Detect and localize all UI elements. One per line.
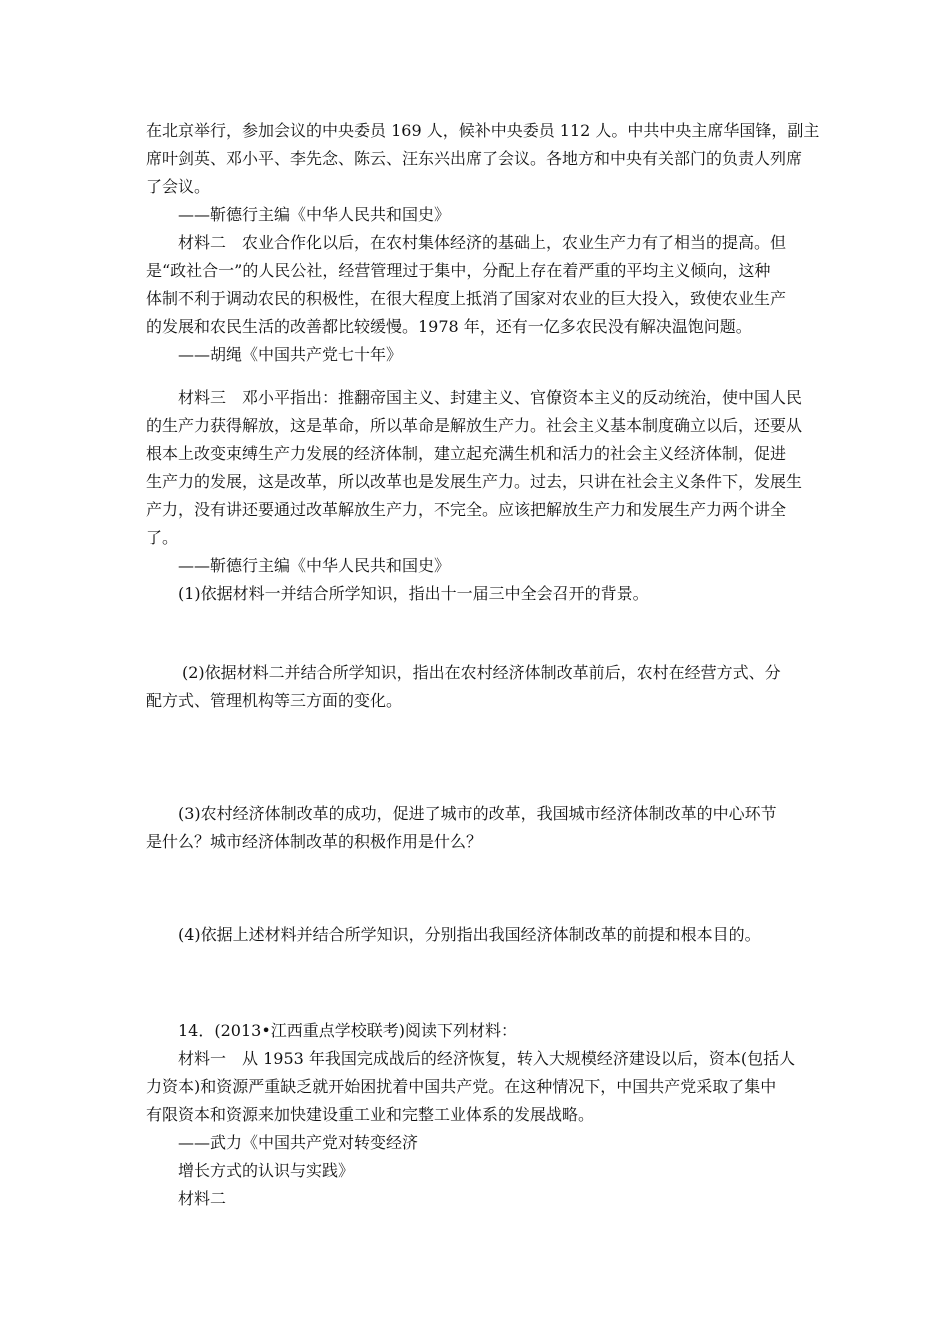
paragraph-line: 产力，没有讲还要通过改革解放生产力，不完全。应该把解放生产力和发展生产力两个讲全 xyxy=(146,500,787,519)
paragraph-line: 根本上改变束缚生产力发展的经济体制，建立起充满生机和活力的社会主义经济体制，促进 xyxy=(146,444,787,463)
paragraph-line: 的发展和农民生活的改善都比较缓慢。1978 年，还有一亿多农民没有解决温饱问题。 xyxy=(146,317,752,336)
paragraph-line: 的生产力获得解放，这是革命，所以革命是解放生产力。社会主义基本制度确立以后，还要从 xyxy=(146,416,803,435)
question-1: (1)依据材料一并结合所学知识，指出十一届三中全会召开的背景。 xyxy=(178,584,649,603)
material-heading: 材料二 xyxy=(178,1189,227,1208)
material-heading-line: 材料二 农业合作化以后，在农村集体经济的基础上，农业生产力有了相当的提高。但 xyxy=(178,233,787,252)
paragraph-line: 在北京举行，参加会议的中央委员 169 人，候补中央委员 112 人。中共中央主席华国锋，副主 xyxy=(146,121,820,140)
paragraph-line: 是“政社合一”的人民公社，经营管理过于集中，分配上存在着严重的平均主义倾向，这种 xyxy=(146,261,771,280)
question-3: (3)农村经济体制改革的成功，促进了城市的改革，我国城市经济体制改革的中心环节 xyxy=(178,804,777,823)
source-citation: ——靳德行主编《中华人民共和国史》 xyxy=(178,556,451,575)
source-citation: ——靳德行主编《中华人民共和国史》 xyxy=(178,205,451,224)
paragraph-line: 力资本)和资源严重缺乏就开始困扰着中国共产党。在这种情况下，中国共产党采取了集中 xyxy=(146,1077,777,1096)
paragraph-line: 生产力的发展，这是改革，所以改革也是发展生产力。过去，只讲在社会主义条件下，发展生 xyxy=(146,472,803,491)
material-heading-line: 材料三 邓小平指出：推翻帝国主义、封建主义、官僚资本主义的反动统治，使中国人民 xyxy=(178,388,803,407)
paragraph-line: 席叶剑英、邓小平、李先念、陈云、汪东兴出席了会议。各地方和中央有关部门的负责人列席 xyxy=(146,149,803,168)
paragraph-line: 体制不利于调动农民的积极性，在很大程度上抵消了国家对农业的巨大投入，致使农业生产 xyxy=(146,289,787,308)
paragraph-line: 了。 xyxy=(146,528,179,547)
source-citation: ——胡绳《中国共产党七十年》 xyxy=(178,345,403,364)
paragraph-line: 是什么？城市经济体制改革的积极作用是什么？ xyxy=(146,832,483,851)
material-heading-line: 材料一 从 1953 年我国完成战后的经济恢复，转入大规模经济建设以后，资本(包括人 xyxy=(178,1049,796,1068)
paragraph-line: 了会议。 xyxy=(146,177,211,196)
paragraph-line: 配方式、管理机构等三方面的变化。 xyxy=(146,691,403,710)
question-14-heading: 14．(2013•江西重点学校联考)阅读下列材料： xyxy=(178,1021,518,1040)
paragraph-line: 有限资本和资源来加快建设重工业和完整工业体系的发展战略。 xyxy=(146,1105,595,1124)
source-citation: ——武力《中国共产党对转变经济 xyxy=(178,1133,419,1152)
question-4: (4)依据上述材料并结合所学知识，分别指出我国经济体制改革的前提和根本目的。 xyxy=(178,925,761,944)
source-citation: 增长方式的认识与实践》 xyxy=(178,1161,355,1180)
question-2: (2)依据材料二并结合所学知识，指出在农村经济体制改革前后，农村在经营方式、分 xyxy=(182,663,781,682)
